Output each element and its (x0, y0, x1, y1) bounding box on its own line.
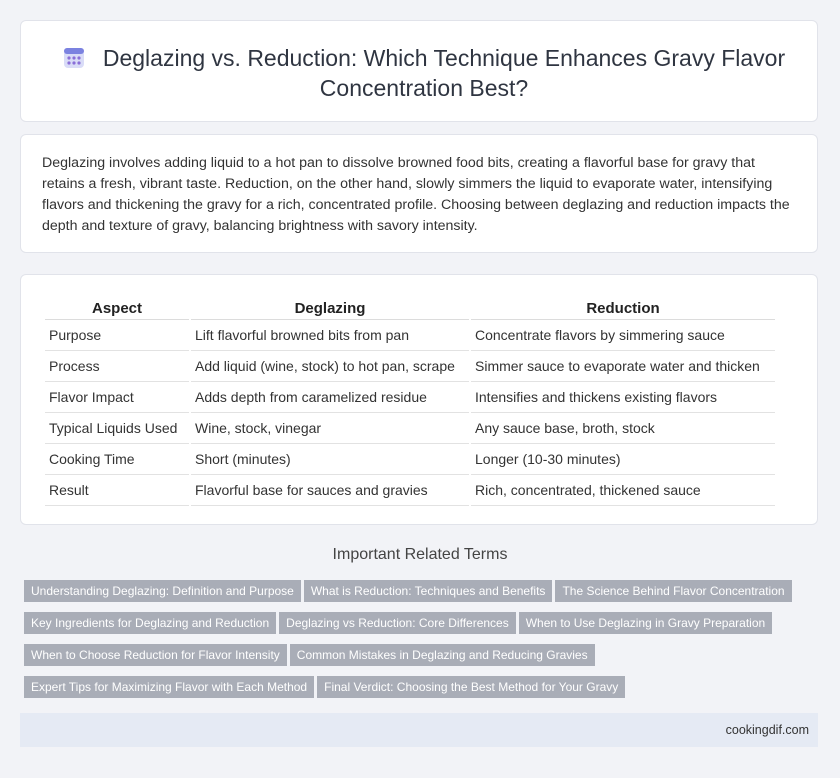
table-card (20, 274, 818, 525)
cell-aspect: Typical Liquids Used (45, 413, 189, 444)
table-row (45, 444, 775, 475)
related-term-tag[interactable]: Expert Tips for Maximizing Flavor with Each Method (24, 676, 314, 698)
comparison-table (43, 297, 777, 506)
table-row (45, 413, 775, 444)
cell-deglazing: Add liquid (wine, stock) to hot pan, scrape (191, 351, 469, 382)
cell-aspect: Cooking Time (45, 444, 189, 475)
calculator-icon (63, 47, 85, 69)
cell-reduction: Rich, concentrated, thickened sauce (471, 475, 775, 506)
intro-card (20, 134, 818, 253)
related-term-tag[interactable]: Deglazing vs Reduction: Core Differences (279, 612, 516, 634)
cell-aspect: Process (45, 351, 189, 382)
page-title (51, 43, 797, 103)
cell-aspect: Flavor Impact (45, 382, 189, 413)
related-term-tag[interactable]: When to Choose Reduction for Flavor Intensity (24, 644, 287, 666)
page-title-text: Deglazing vs. Reduction: Which Technique Enhances Gravy Flavor Concentration Best? (102, 45, 786, 101)
header-aspect: Aspect (45, 297, 189, 320)
related-term-tag[interactable]: Final Verdict: Choosing the Best Method for Your Gravy (317, 676, 625, 698)
related-term-tag[interactable]: Understanding Deglazing: Definition and Purpose (24, 580, 301, 602)
cell-deglazing: Adds depth from caramelized residue (191, 382, 469, 413)
cell-aspect: Purpose (45, 320, 189, 351)
related-term-tag[interactable]: What is Reduction: Techniques and Benefits (304, 580, 553, 602)
table-row (45, 382, 775, 413)
header-card (20, 20, 818, 122)
footer-site-link[interactable]: cookingdif.com (725, 723, 809, 737)
cell-aspect: Result (45, 475, 189, 506)
table-row (45, 475, 775, 506)
header-reduction: Reduction (471, 297, 775, 320)
related-term-tag[interactable]: Key Ingredients for Deglazing and Reduction (24, 612, 276, 634)
cell-deglazing: Short (minutes) (191, 444, 469, 475)
cell-deglazing: Lift flavorful browned bits from pan (191, 320, 469, 351)
related-term-tag[interactable]: The Science Behind Flavor Concentration (555, 580, 791, 602)
intro-paragraph: Deglazing involves adding liquid to a hot pan to dissolve browned food bits, creating a flavorful base for gravy that retains a fresh, vibrant taste. Reduction, on the other hand, slowly simmers the liquid to evaporate water, intensifying flavors and thickening the gravy for a rich, concentrated profile. Choosing between deglazing and reduction impacts the depth and texture of gravy, balancing brightness with savory intensity. (42, 155, 790, 234)
cell-reduction: Concentrate flavors by simmering sauce (471, 320, 775, 351)
cell-deglazing: Wine, stock, vinegar (191, 413, 469, 444)
header-deglazing: Deglazing (191, 297, 469, 320)
cell-deglazing: Flavorful base for sauces and gravies (191, 475, 469, 506)
related-terms-list (24, 580, 804, 708)
cell-reduction: Any sauce base, broth, stock (471, 413, 775, 444)
header (51, 43, 797, 103)
table-header-row (45, 297, 775, 320)
cell-reduction: Simmer sauce to evaporate water and thicken (471, 351, 775, 382)
table-row (45, 351, 775, 382)
footer (20, 713, 818, 747)
cell-reduction: Intensifies and thickens existing flavors (471, 382, 775, 413)
cell-reduction: Longer (10-30 minutes) (471, 444, 775, 475)
related-terms-title: Important Related Terms (332, 546, 508, 563)
table-row (45, 320, 775, 351)
related-term-tag[interactable]: Common Mistakes in Deglazing and Reducing Gravies (290, 644, 595, 666)
related-term-tag[interactable]: When to Use Deglazing in Gravy Preparation (519, 612, 772, 634)
